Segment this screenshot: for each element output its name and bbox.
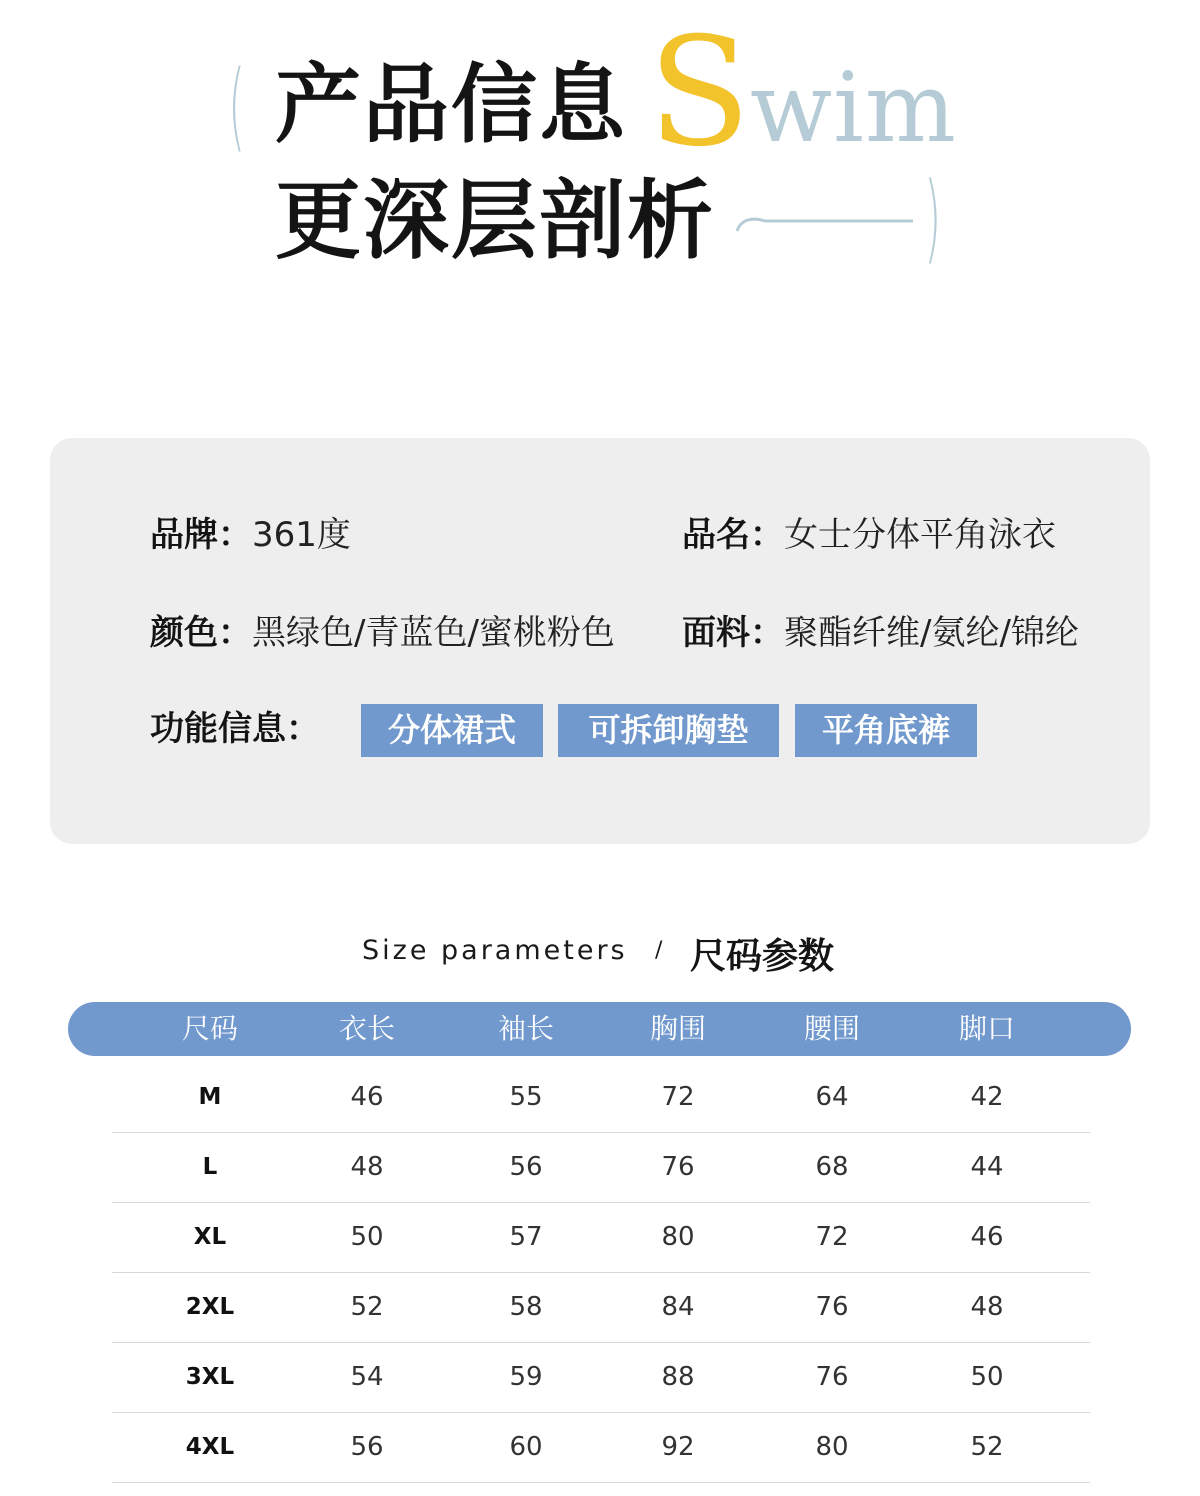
measurement-cell: 44 <box>970 1152 1004 1182</box>
measurement-cell: 59 <box>509 1362 543 1392</box>
size-cell: 4XL <box>185 1434 235 1460</box>
measurement-cell: 56 <box>509 1152 543 1182</box>
measurement-cell: 76 <box>815 1362 849 1392</box>
measurement-cell: 58 <box>509 1292 543 1322</box>
measurement-cell: 60 <box>509 1432 543 1462</box>
column-header: 袖长 <box>497 1012 554 1045</box>
column-header: 胸围 <box>649 1012 706 1045</box>
measurement-cell: 54 <box>350 1362 384 1392</box>
size-cell: M <box>198 1084 222 1110</box>
measurement-cell: 55 <box>509 1082 543 1112</box>
measurement-cell: 76 <box>661 1152 695 1182</box>
function-label: 功能信息： <box>150 709 320 749</box>
size-section-title-cn: 尺码参数 <box>690 936 835 977</box>
function-tag: 分体裙式 <box>361 704 543 757</box>
column-header: 尺码 <box>181 1012 238 1045</box>
page-title-line-2: 更深层剖析 <box>275 171 715 271</box>
function-tag: 可拆卸胸垫 <box>558 704 779 757</box>
measurement-cell: 42 <box>970 1082 1004 1112</box>
measurement-cell: 80 <box>661 1222 695 1252</box>
column-header: 腰围 <box>803 1012 860 1045</box>
measurement-cell: 52 <box>970 1432 1004 1462</box>
page-title-line-1: 产品信息 <box>275 55 627 155</box>
measurement-cell: 57 <box>509 1222 543 1252</box>
product-name-label: 品名： <box>682 515 784 555</box>
measurement-cell: 92 <box>661 1432 695 1462</box>
color-label: 颜色： <box>150 613 252 653</box>
size-cell: XL <box>193 1224 227 1250</box>
measurement-cell: 84 <box>661 1292 695 1322</box>
measurement-cell: 88 <box>661 1362 695 1392</box>
measurement-cell: 46 <box>350 1082 384 1112</box>
brand-value: 361度 <box>252 515 351 555</box>
brand-label: 品牌： <box>150 515 252 555</box>
size-cell: 2XL <box>185 1294 235 1320</box>
swim-logo-text: wim <box>750 52 957 164</box>
size-section-separator: / <box>655 938 663 963</box>
product-name-value: 女士分体平角泳衣 <box>784 515 1056 555</box>
function-row <box>150 709 320 749</box>
measurement-cell: 80 <box>815 1432 849 1462</box>
fabric-value: 聚酯纤维/氨纶/锦纶 <box>784 613 1079 653</box>
measurement-cell: 76 <box>815 1292 849 1322</box>
measurement-cell: 72 <box>661 1082 695 1112</box>
measurement-cell: 52 <box>350 1292 384 1322</box>
swim-logo-letter-s: S <box>648 6 751 180</box>
size-section-title-en: Size parameters <box>362 935 628 966</box>
color-row <box>150 613 615 653</box>
fabric-label: 面料： <box>682 613 784 653</box>
measurement-cell: 48 <box>970 1292 1004 1322</box>
right-parenthesis-decoration: ) <box>924 162 942 274</box>
measurement-cell: 50 <box>970 1362 1004 1392</box>
size-cell: L <box>202 1154 218 1180</box>
function-tag: 平角底裤 <box>795 704 977 757</box>
size-cell: 3XL <box>185 1364 235 1390</box>
measurement-cell: 72 <box>815 1222 849 1252</box>
column-header: 脚口 <box>958 1012 1015 1045</box>
color-value: 黑绿色/青蓝色/蜜桃粉色 <box>252 613 615 653</box>
measurement-cell: 56 <box>350 1432 384 1462</box>
fabric-row <box>682 613 1079 653</box>
measurement-cell: 46 <box>970 1222 1004 1252</box>
left-parenthesis-decoration: ( <box>228 50 246 162</box>
column-header: 衣长 <box>338 1012 395 1045</box>
measurement-cell: 50 <box>350 1222 384 1252</box>
product-name-row <box>682 515 1056 555</box>
brand-row <box>150 515 351 555</box>
measurement-cell: 48 <box>350 1152 384 1182</box>
measurement-cell: 64 <box>815 1082 849 1112</box>
decorative-line-icon <box>735 205 915 235</box>
measurement-cell: 68 <box>815 1152 849 1182</box>
row-divider <box>112 1482 1090 1483</box>
